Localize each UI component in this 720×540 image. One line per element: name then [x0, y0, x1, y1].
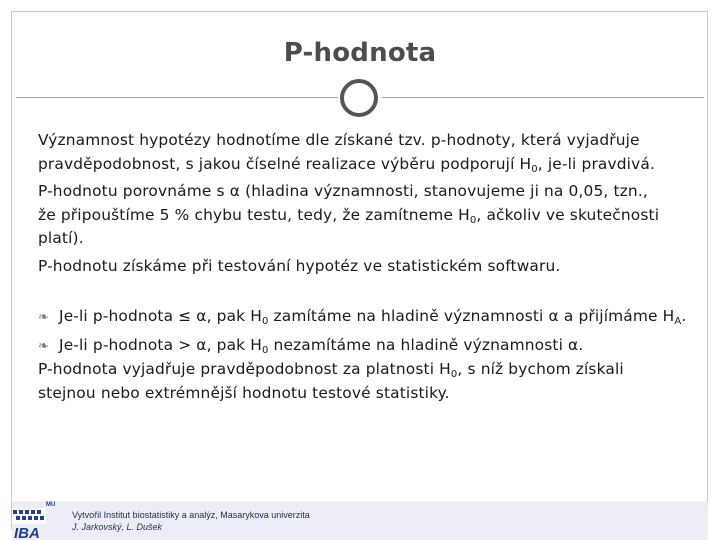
list-item: ❧ Je-li p-hodnota > α, pak $H_0$ nezamítáme na hladině významnosti α. — [38, 334, 688, 359]
title-divider-left — [16, 97, 338, 98]
paragraph-software: P-hodnotu získáme při testování hypotéz ve statistickém softwaru. — [38, 256, 561, 275]
paragraph-comparison: P-hodnotu porovnáme s α (hladina významnosti, stanovujeme ji na 0,05, tzn., že připouštíme 5 % chybu testu, tedy, že zamítneme $H_0$, ačkoliv ve skutečnosti platí). — [38, 182, 660, 247]
paragraph-significance: Významnost hypotézy hodnotíme dle získané tzv. p-hodnoty, která vyjadřuje pravděpodobnost, s jakou číselné realizace výběru podporují $H_0$, je-li pravdivá. — [38, 131, 655, 175]
svg-text:IBA: IBA — [14, 525, 40, 540]
paragraph-definition: P-hodnota vyjadřuje pravděpodobnost za platnosti $H_0$, s níž bychom získali stejnou nebo extrémnější hodnotu testové statistiky. — [38, 360, 624, 402]
divider-circle-icon — [340, 79, 378, 117]
slide-title: P-hodnota — [283, 38, 437, 68]
svg-text:MU: MU — [46, 502, 56, 508]
list-item: ❧ Je-li p-hodnota ≤ α, pak $H_0$ zamítáme na hladině významnosti α a přijímáme $H_A$. — [38, 305, 688, 330]
footer-institute: Vytvořil Institut biostatistiky a analýz, Masarykova univerzita — [72, 510, 310, 520]
slide-content — [38, 129, 688, 405]
title-divider-right — [382, 97, 704, 98]
ornament-bullet-icon: ❧ — [38, 310, 50, 325]
rules-list — [38, 305, 688, 358]
footer-authors: J. Jarkovský, L. Dušek — [72, 522, 163, 532]
footer-credits — [72, 509, 310, 533]
iba-logo-icon — [12, 498, 56, 540]
ornament-bullet-icon: ❧ — [38, 338, 50, 354]
